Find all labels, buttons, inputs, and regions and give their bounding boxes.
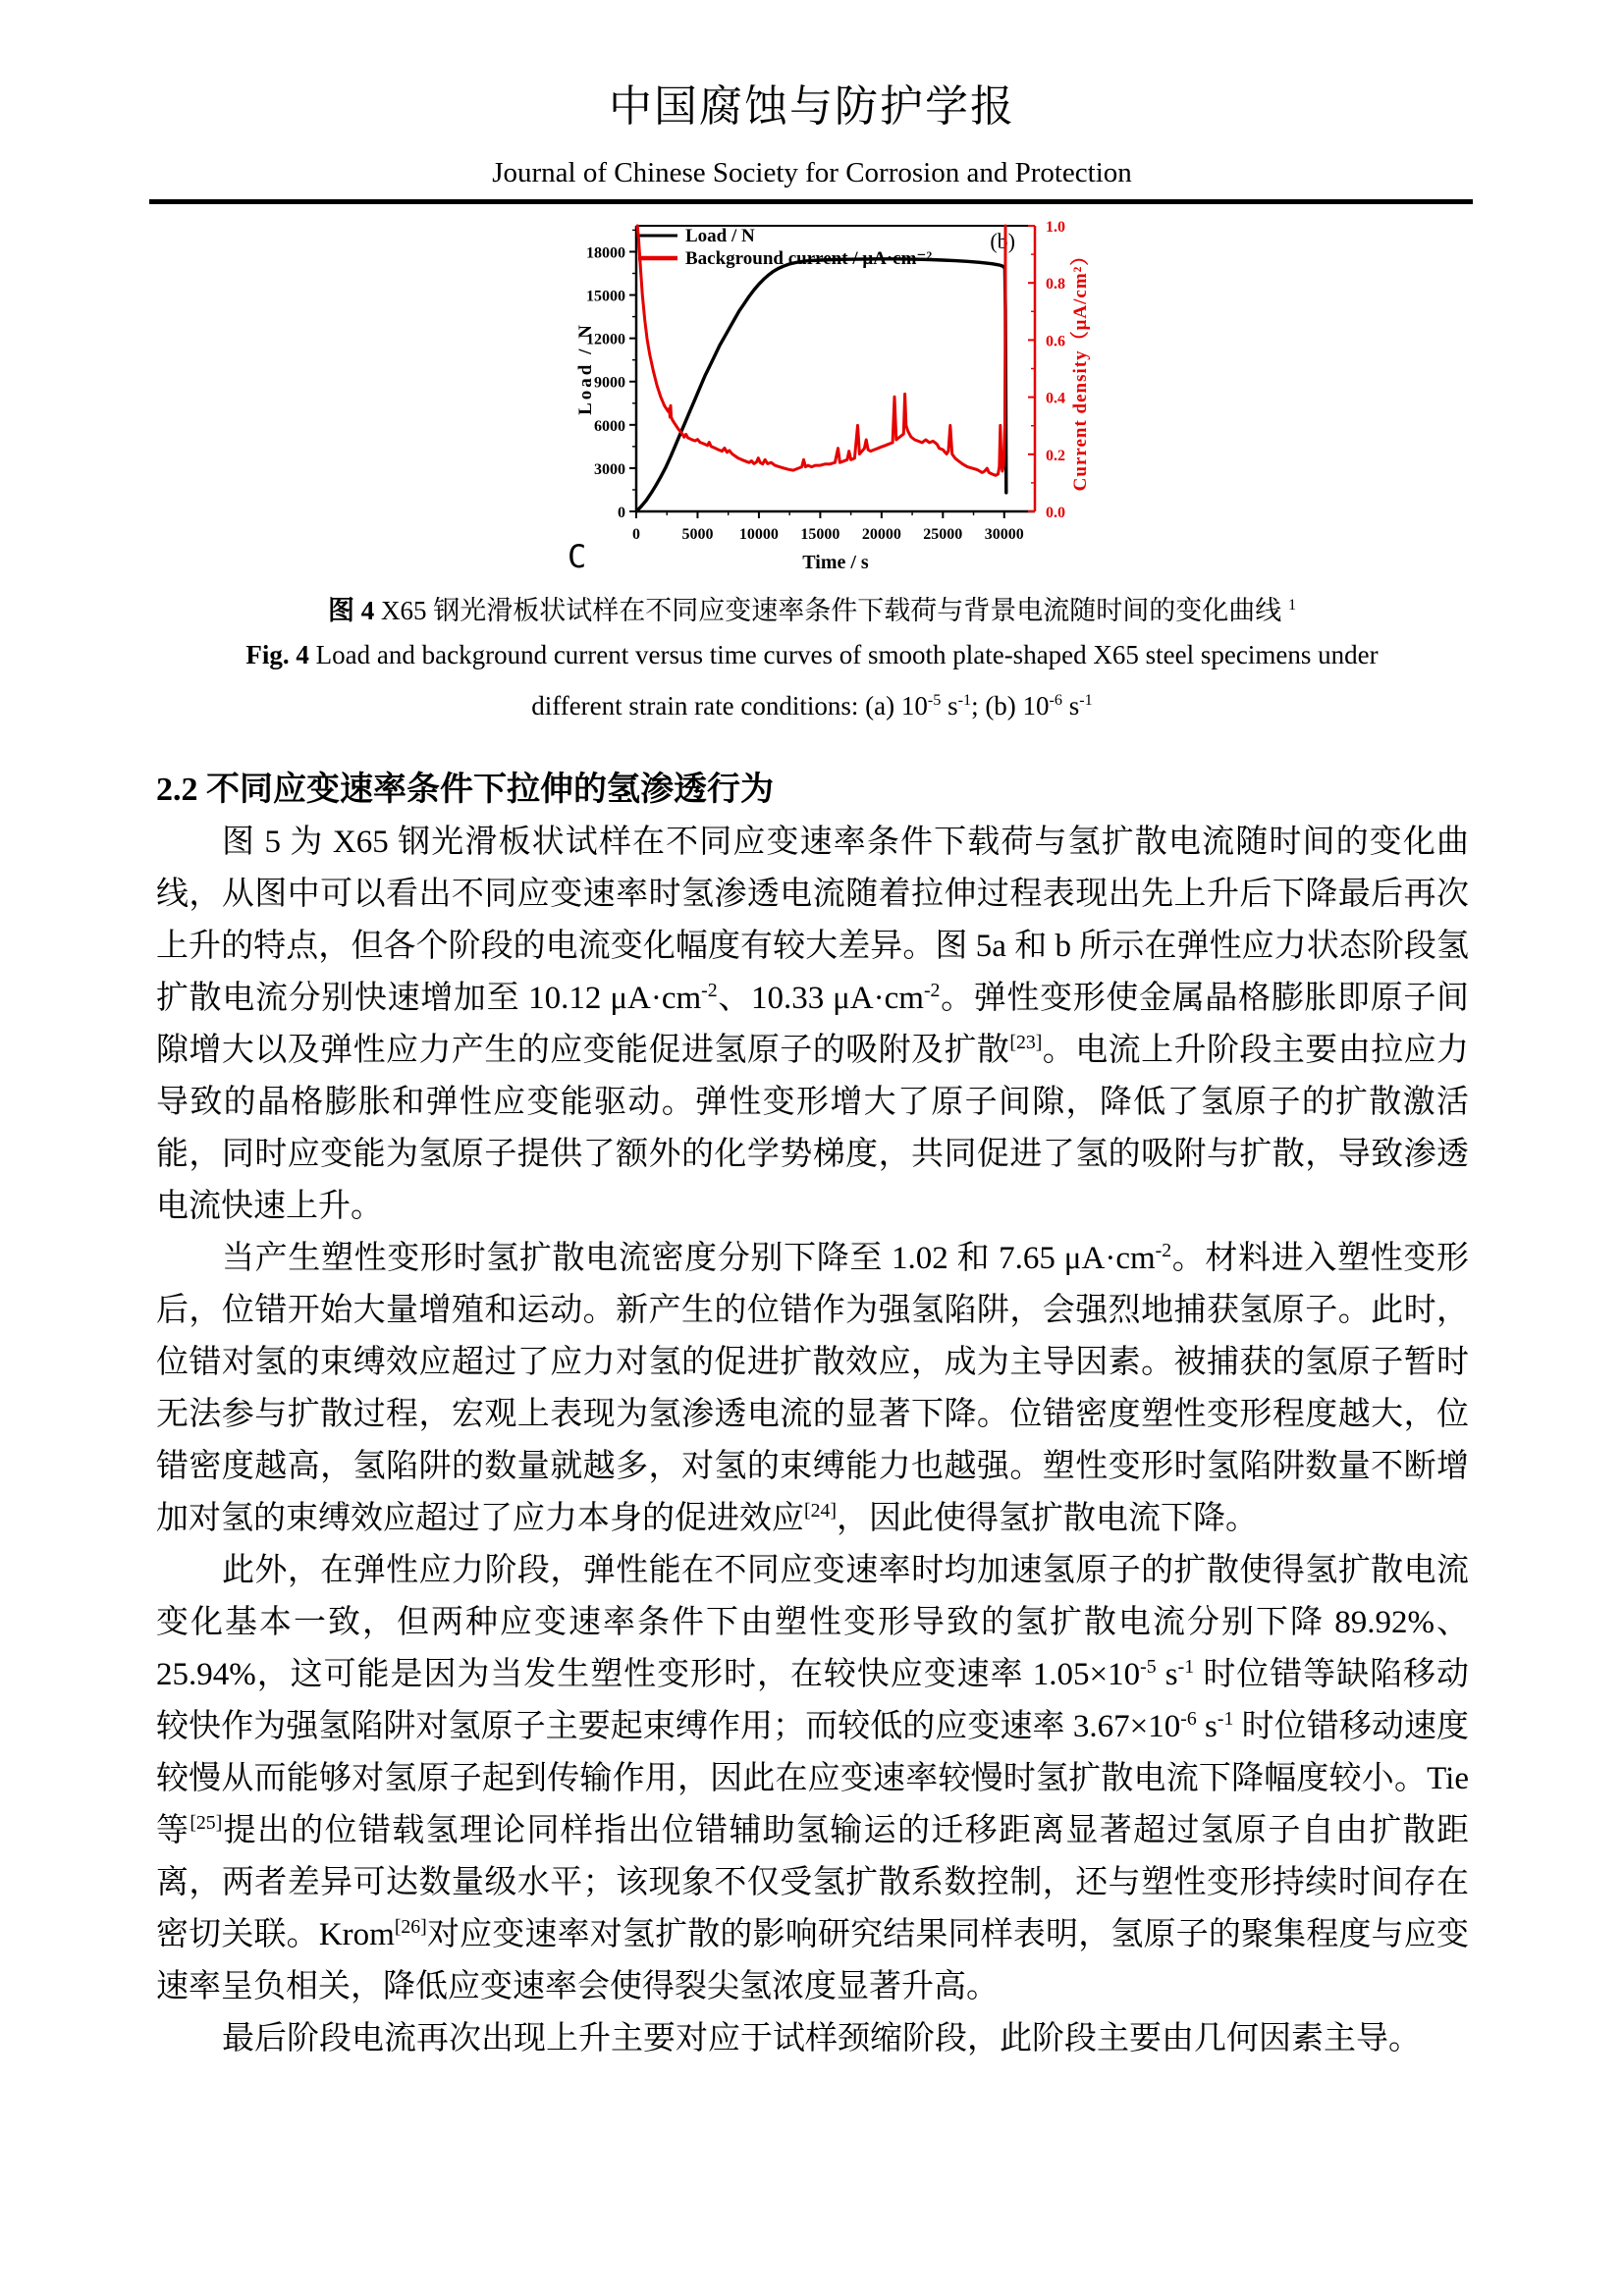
figure-4b — [550, 214, 1139, 607]
svg-text:Background current / μA·cm⁻²: Background current / μA·cm⁻² — [685, 248, 933, 269]
svg-text:Time / s: Time / s — [802, 552, 869, 573]
svg-text:1.0: 1.0 — [1046, 219, 1065, 236]
figure-caption-cn-text: X65 钢光滑板状试样在不同应变速率条件下载荷与背景电流随时间的变化曲线 $^1$ — [374, 596, 1297, 625]
figure-caption-cn-prefix: 图 4 — [327, 596, 375, 625]
figure-stray-label: C — [568, 538, 587, 575]
svg-text:15000: 15000 — [800, 526, 840, 543]
paragraph-4: 最后阶段电流再次出现上升主要对应于试样颈缩阶段，此阶段主要由几何因素主导。 — [222, 2021, 1421, 2056]
svg-text:0.8: 0.8 — [1046, 276, 1065, 294]
svg-text:Load / N: Load / N — [575, 322, 596, 415]
figure-caption-en-text: Load and background current versus time curves of smooth plate-shaped X65 steel specimens under — [308, 640, 1379, 669]
svg-text:Current density（μA/cm²）: Current density（μA/cm²） — [1070, 245, 1091, 492]
figure-caption-cn — [0, 589, 1624, 627]
svg-text:6000: 6000 — [594, 417, 625, 435]
paragraph-2: 当产生塑性变形时氢扩散电流密度分别下降至 1.02 和 7.65 $\mu A\cdot cm^{-2}$。材料进入塑性变形后，位错开始大量增殖和运动。新产生的位错作为强氢陷阱，会强烈地捕获氢原子。此时，位错对氢的束缚效应超过了应力对氢的促进扩散效应，成为主导因素。被捕获的氢原子暂时无法参与扩散过程，宏观上表现为氢渗透电流的显著下降。位错密度塑性变形程度越大，位错密度越高，氢陷阱的数量就越多，对氢的束缚能力也越强。塑性变形时氢陷阱数量不断增加对氢的束缚效应超过了应力本身的促进效应[24]，因此使得氢扩散电流下降。 — [156, 1240, 1469, 1536]
journal-title-en: Journal of Chinese Society for Corrosion and Protection — [492, 157, 1132, 188]
svg-text:0.4: 0.4 — [1046, 390, 1065, 407]
svg-text:3000: 3000 — [594, 460, 625, 478]
figure-caption-en-prefix: Fig. 4 — [245, 640, 309, 669]
svg-text:25000: 25000 — [923, 526, 963, 543]
svg-text:18000: 18000 — [586, 244, 625, 262]
paragraph-3: 此外，在弹性应力阶段，弹性能在不同应变速率时均加速氢原子的扩散使得氢扩散电流变化基本一致，但两种应变速率条件下由塑性变形导致的氢扩散电流分别下降 89.92%、25.94%，这可能是因为当发生塑性变形时，在较快应变速率 $1.05\times 10^{-5}$ $s^{-1}$ 时位错等缺陷移动较快作为强氢陷阱对氢原子主要起束缚作用；而较低的应变速率 $3.67\times 10^{-6}$ $s^{-1}$ 时位错移动速度较慢从而能够对氢原子起到传输作用，因此在应变速率较慢时氢扩散电流下降幅度较小。Tie 等[25]提出的位错载氢理论同样指出位错辅助氢输运的迁移距离显著超过氢原子自由扩散距离，两者差异可达数量级水平；该现象不仅受氢扩散系数控制，还与塑性变形持续时间存在密切关联。Krom[26]对应变速率对氢扩散的影响研究结果同样表明，氢原子的聚集程度与应变速率呈负相关，降低应变速率会使得裂尖氢浓度显著升高。 — [156, 1553, 1470, 2004]
svg-text:15000: 15000 — [586, 288, 625, 305]
svg-text:9000: 9000 — [594, 374, 625, 392]
paragraph-1: 图 5 为 X65 钢光滑板状试样在不同应变速率条件下载荷与氢扩散电流随时间的变化曲线，从图中可以看出不同应变速率时氢渗透电流随着拉伸过程表现出先上升后下降最后再次上升的特点，但各个阶段的电流变化幅度有较大差异。图 5a 和 b 所示在弹性应力状态阶段氢扩散电流分别快速增加至 10.12 $\mu A\cdot cm^{-2}$、10.33 $\mu A\cdot cm^{-2}$。弹性变形使金属晶格膨胀即原子间隙增大以及弹性应力产生的应变能促进氢原子的吸附及扩散[23]。电流上升阶段主要由拉应力导致的晶格膨胀和弹性应变能驱动。弹性变形增大了原子间隙，降低了氢原子的扩散激活能，同时应变能为氢原子提供了额外的化学势梯度，共同促进了氢的吸附与扩散，导致渗透电流快速上升。 — [156, 825, 1470, 1224]
svg-text:0.2: 0.2 — [1046, 447, 1065, 464]
svg-text:0: 0 — [632, 526, 640, 543]
figure-caption-en-line2: different strain rate conditions: (a) $10^{-5}$ $s^{-1}$; (b) $10^{-6}$ $s^{-1}$ — [531, 691, 1093, 721]
section-heading: 2.2 不同应变速率条件下拉伸的氢渗透行为 — [156, 772, 774, 808]
svg-text:5000: 5000 — [681, 526, 714, 543]
figure-chart — [550, 214, 1139, 607]
svg-text:(b): (b) — [990, 229, 1015, 253]
svg-text:0.6: 0.6 — [1046, 333, 1065, 350]
svg-text:Load / N: Load / N — [685, 226, 755, 246]
svg-text:0: 0 — [618, 505, 625, 521]
svg-text:0.0: 0.0 — [1046, 505, 1065, 521]
svg-text:10000: 10000 — [738, 526, 779, 543]
svg-text:12000: 12000 — [586, 331, 625, 348]
svg-text:30000: 30000 — [984, 526, 1024, 543]
header-rule — [149, 199, 1473, 204]
body-text — [156, 817, 1469, 2065]
figure-caption-en-line1 — [0, 640, 1624, 670]
svg-text:20000: 20000 — [861, 526, 901, 543]
journal-title-cn: 中国腐蚀与防护学报 — [609, 82, 1015, 131]
